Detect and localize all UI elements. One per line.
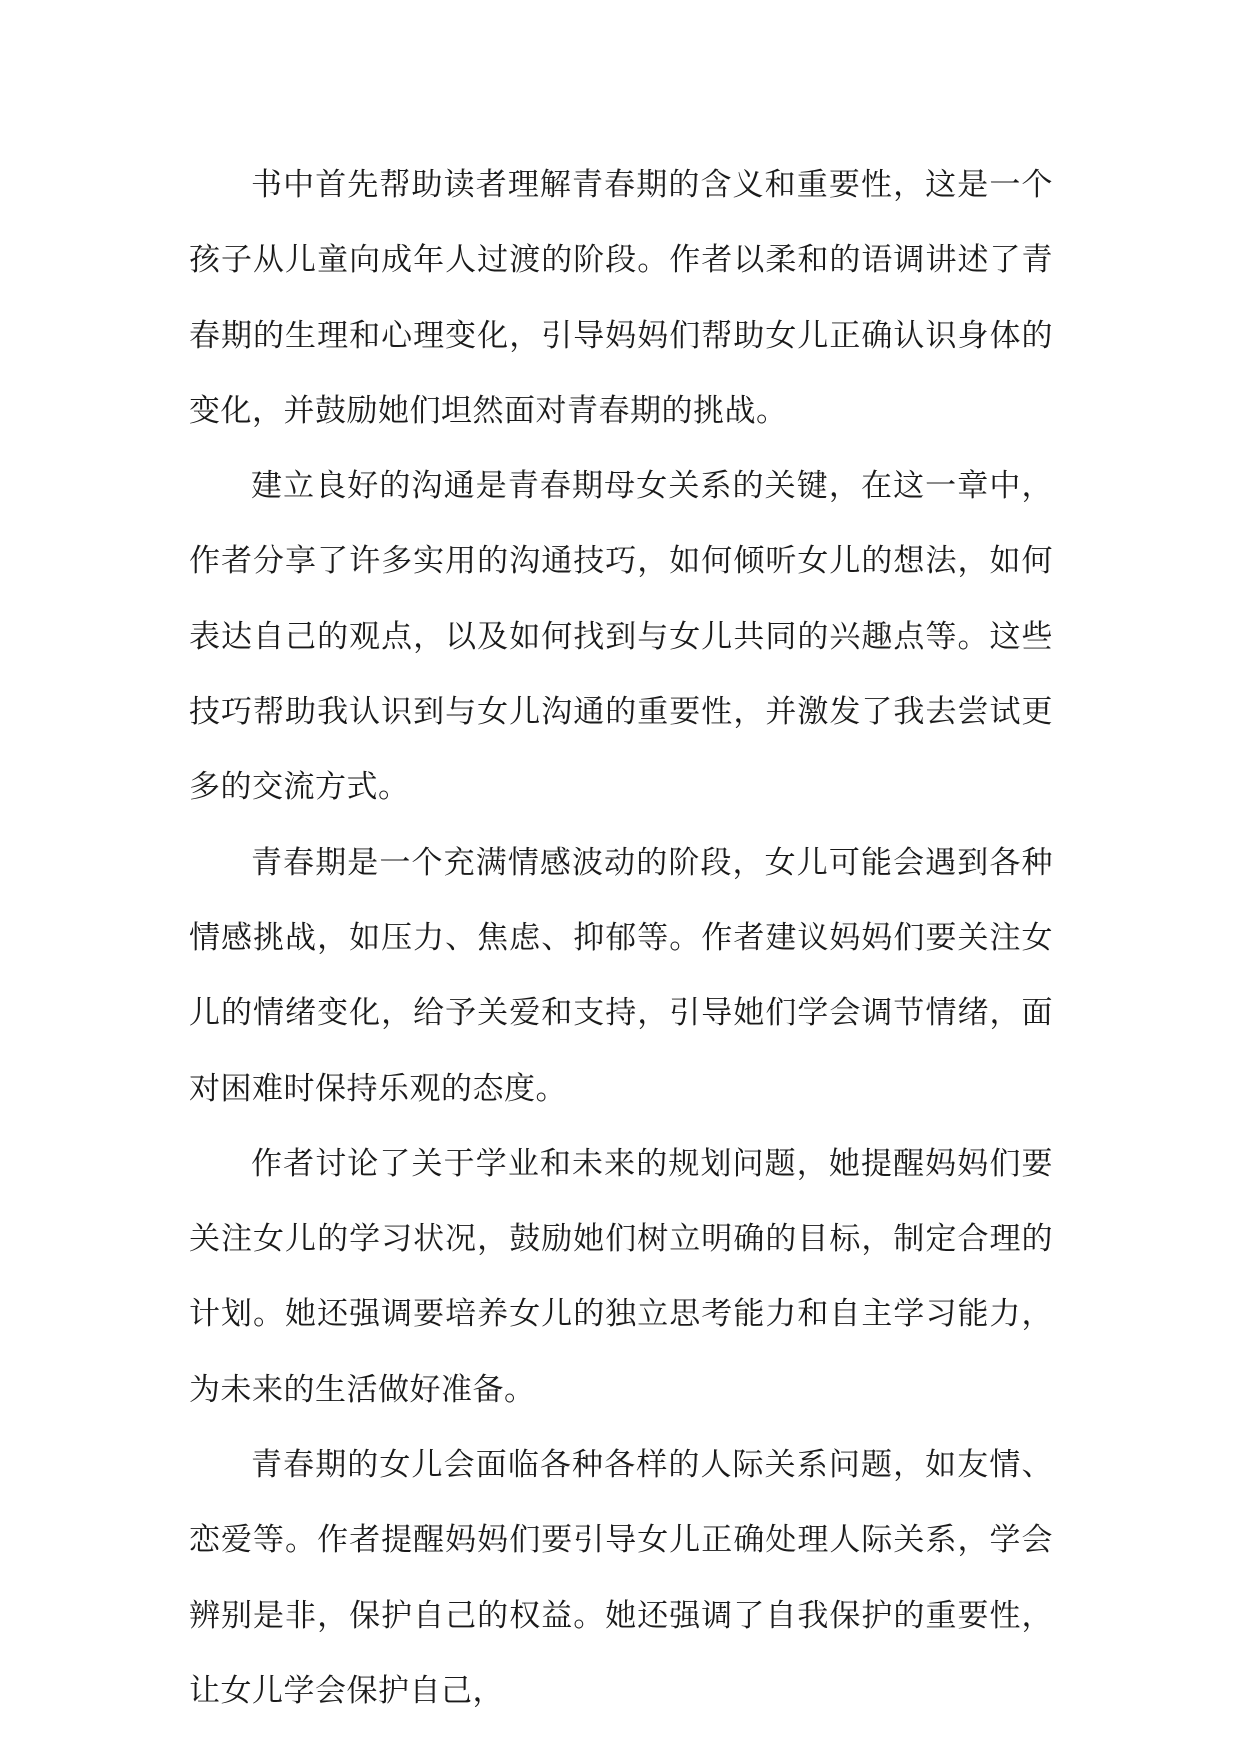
paragraph-emotions: 青春期是一个充满情感波动的阶段，女儿可能会遇到各种情感挑战，如压力、焦虑、抑郁等。作者建议妈妈们要关注女儿的情绪变化，给予关爱和支持，引导她们学会调节情绪，面对困难时保持乐观的态度。 [189, 844, 1053, 1107]
paragraph-study-planning: 作者讨论了关于学业和未来的规划问题，她提醒妈妈们要关注女儿的学习状况，鼓励她们树立明确的目标，制定合理的计划。她还强调要培养女儿的独立思考能力和自主学习能力，为未来的生活做好准备。 [189, 1145, 1053, 1408]
document-body [189, 148, 1053, 1729]
paragraph-puberty-meaning: 书中首先帮助读者理解青春期的含义和重要性，这是一个孩子从儿童向成年人过渡的阶段。作者以柔和的语调讲述了青春期的生理和心理变化，引导妈妈们帮助女儿正确认识身体的变化，并鼓励她们坦然面对青春期的挑战。 [189, 167, 1053, 429]
paragraph-communication: 建立良好的沟通是青春期母女关系的关键，在这一章中，作者分享了许多实用的沟通技巧，如何倾听女儿的想法，如何表达自己的观点，以及如何找到与女儿共同的兴趣点等。这些技巧帮助我认识到与女儿沟通的重要性，并激发了我去尝试更多的交流方式。 [189, 468, 1053, 806]
paragraph-relationships: 青春期的女儿会面临各种各样的人际关系问题，如友情、恋爱等。作者提醒妈妈们要引导女儿正确处理人际关系，学会辨别是非，保护自己的权益。她还强调了自我保护的重要性，让女儿学会保护自己， [189, 1447, 1053, 1709]
